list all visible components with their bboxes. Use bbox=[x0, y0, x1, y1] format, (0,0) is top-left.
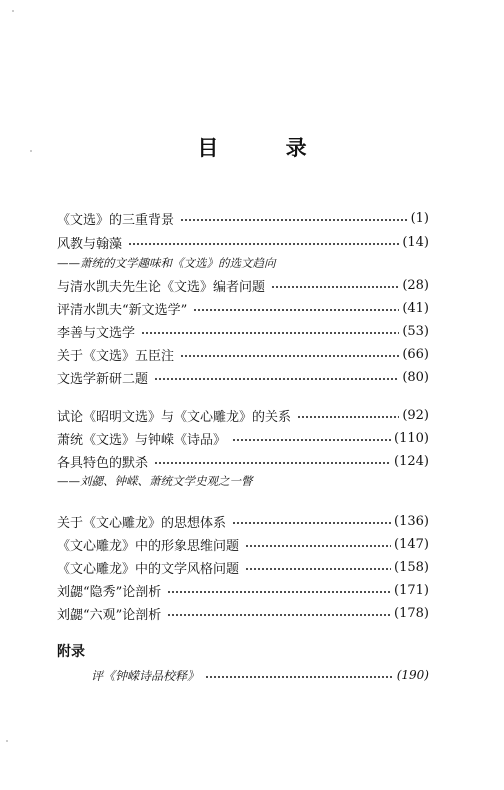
leader-dots bbox=[271, 286, 399, 288]
leader-dots bbox=[232, 439, 391, 441]
toc-entry[interactable] bbox=[57, 451, 429, 471]
toc-entry-page: (158) bbox=[394, 559, 429, 575]
toc-entry-title: 风教与翰藻 bbox=[57, 236, 123, 252]
leader-dots bbox=[205, 676, 394, 678]
toc-entry-title: 《文心雕龙》中的文学风格问题 bbox=[57, 561, 240, 577]
leader-dots bbox=[245, 568, 391, 570]
leader-dots bbox=[180, 219, 408, 221]
leader-dots bbox=[180, 355, 399, 357]
toc-entry[interactable] bbox=[57, 208, 429, 228]
toc-entry[interactable] bbox=[57, 534, 429, 554]
scan-speck bbox=[6, 740, 8, 742]
toc-entry[interactable] bbox=[57, 511, 429, 531]
toc-entry[interactable] bbox=[57, 603, 429, 623]
appendix-heading: 附录 bbox=[57, 644, 85, 660]
toc-subtitle: ——刘勰、钟嵘、萧统文学史观之一瞥 bbox=[57, 474, 253, 488]
leader-dots bbox=[154, 462, 391, 464]
toc-entry-page: (80) bbox=[402, 369, 429, 385]
toc-entry-title: 评《钟嵘诗品校释》 bbox=[91, 668, 200, 683]
scan-speck bbox=[30, 150, 32, 152]
leader-dots bbox=[141, 332, 399, 334]
toc-entry-title: 《文心雕龙》中的形象思维问题 bbox=[57, 538, 240, 554]
leader-dots bbox=[154, 378, 399, 380]
toc-entry-page: (92) bbox=[402, 407, 429, 423]
toc-entry-title: 刘勰“六观”论剖析 bbox=[57, 607, 162, 623]
leader-dots bbox=[232, 522, 391, 524]
toc-entry[interactable] bbox=[57, 344, 429, 364]
leader-dots bbox=[193, 309, 399, 311]
toc-entry[interactable] bbox=[91, 665, 429, 685]
leader-dots bbox=[245, 545, 391, 547]
toc-entry-page: (147) bbox=[394, 536, 429, 552]
toc-entry-page: (14) bbox=[402, 234, 429, 250]
toc-entry-title: 文选学新研二题 bbox=[57, 371, 149, 387]
toc-entry-page: (136) bbox=[394, 513, 429, 529]
toc-entry-title: 关于《文选》五臣注 bbox=[57, 348, 175, 364]
toc-entry-page: (66) bbox=[402, 346, 429, 362]
toc-entry-page: (41) bbox=[402, 300, 429, 316]
toc-entry-title: 关于《文心雕龙》的思想体系 bbox=[57, 515, 227, 531]
toc-entry-title: 各具特色的默杀 bbox=[57, 455, 149, 471]
toc-entry[interactable] bbox=[57, 275, 429, 295]
toc-entry[interactable] bbox=[57, 580, 429, 600]
toc-entry[interactable] bbox=[57, 557, 429, 577]
toc-entry-page: (124) bbox=[394, 453, 429, 469]
leader-dots bbox=[167, 591, 391, 593]
toc-entry[interactable] bbox=[57, 405, 429, 425]
leader-dots bbox=[128, 243, 399, 245]
toc-entry-title: 刘勰“隐秀”论剖析 bbox=[57, 584, 162, 600]
toc-entry-page: (53) bbox=[402, 323, 429, 339]
toc-entry-title: 评清水凯夫“新文选学” bbox=[57, 302, 188, 318]
page-title: 目 录 bbox=[197, 136, 337, 160]
toc-entry[interactable] bbox=[57, 428, 429, 448]
scan-speck bbox=[12, 10, 14, 12]
toc-entry-title: 《文选》的三重背景 bbox=[57, 212, 175, 228]
toc-entry[interactable] bbox=[57, 367, 429, 387]
toc-entry[interactable] bbox=[57, 232, 429, 252]
toc-entry-title: 试论《昭明文选》与《文心雕龙》的关系 bbox=[57, 409, 292, 425]
toc-entry-page: (28) bbox=[402, 277, 429, 293]
toc-entry-page: (190) bbox=[396, 668, 429, 682]
toc-entry-page: (1) bbox=[410, 210, 429, 226]
toc-entry-title: 李善与文选学 bbox=[57, 325, 136, 341]
toc-entry-page: (178) bbox=[394, 605, 429, 621]
toc-entry[interactable] bbox=[57, 321, 429, 341]
toc-entry[interactable] bbox=[57, 298, 429, 318]
toc-entry-page: (110) bbox=[394, 430, 429, 446]
leader-dots bbox=[167, 614, 391, 616]
toc-subtitle: ——萧统的文学趣味和《文选》的选文趋向 bbox=[57, 256, 276, 270]
toc-entry-title: 萧统《文选》与钟嵘《诗品》 bbox=[57, 432, 227, 448]
toc-entry-page: (171) bbox=[394, 582, 429, 598]
leader-dots bbox=[297, 416, 399, 418]
toc-entry-title: 与清水凯夫先生论《文选》编者问题 bbox=[57, 279, 266, 295]
